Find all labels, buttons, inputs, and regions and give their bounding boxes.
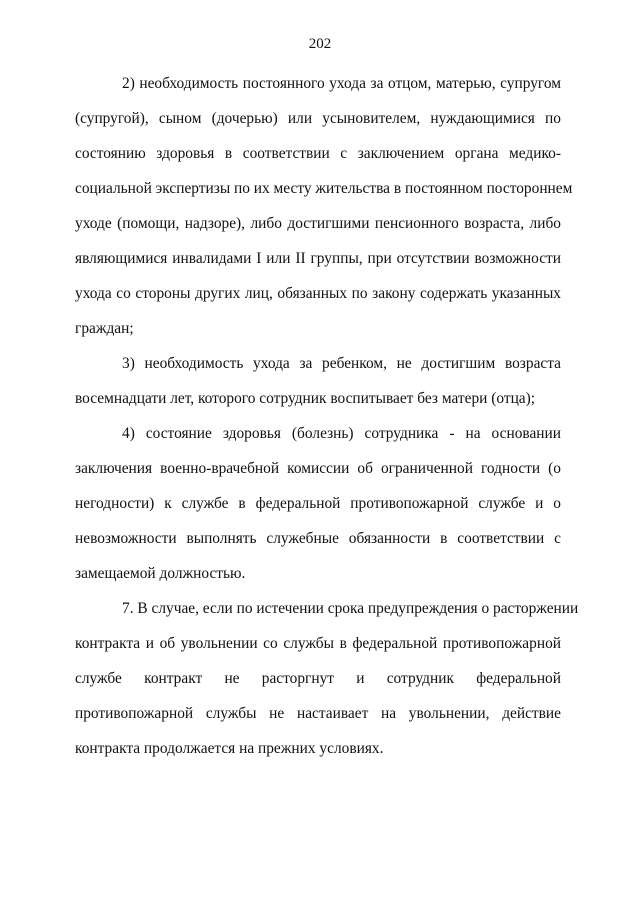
page-number: 202 xyxy=(308,36,332,52)
text-line: негодности) к службе в федеральной противопожарной службе и о xyxy=(75,495,561,512)
text-line: противопожарной службы не настаивает на увольнении, действие xyxy=(75,705,561,722)
text-line: ухода со стороны других лиц, обязанных по закону содержать указанных xyxy=(75,285,561,302)
document-body xyxy=(75,66,579,766)
text-line: восемнадцати лет, которого сотрудник воспитывает без матери (отца); xyxy=(75,390,536,407)
text-line: 4) состояние здоровья (болезнь) сотрудника - на основании xyxy=(122,425,561,442)
text-line: замещаемой должностью. xyxy=(75,565,246,582)
text-line: заключения военно-врачебной комиссии об ограниченной годности (о xyxy=(75,460,561,477)
text-line: состоянию здоровья в соответствии с заключением органа медико- xyxy=(75,145,561,162)
text-line: службе контракт не расторгнут и сотрудник федеральной xyxy=(75,670,561,687)
text-line: 3) необходимость ухода за ребенком, не достигшим возраста xyxy=(122,355,561,372)
paragraph-item-4 xyxy=(75,416,561,591)
paragraph-section-7 xyxy=(75,591,579,766)
text-line: 2) необходимость постоянного ухода за отцом, матерью, супругом xyxy=(122,75,561,92)
text-line: уходе (помощи, надзоре), либо достигшими пенсионного возраста, либо xyxy=(75,215,561,232)
text-line: являющимися инвалидами I или II группы, при отсутствии возможности xyxy=(75,250,561,267)
text-line: контракта и об увольнении со службы в федеральной противопожарной xyxy=(75,635,561,652)
text-line: контракта продолжается на прежних условиях. xyxy=(75,740,384,757)
text-line: граждан; xyxy=(75,320,134,337)
paragraph-item-2 xyxy=(75,66,573,346)
text-line: 7. В случае, если по истечении срока предупреждения о расторжении xyxy=(122,600,579,617)
text-line: невозможности выполнять служебные обязанности в соответствии с xyxy=(75,530,561,547)
text-line: (супругой), сыном (дочерью) или усыновителем, нуждающимися по xyxy=(75,110,561,127)
paragraph-item-3 xyxy=(75,346,561,416)
text-line: социальной экспертизы по их месту жительства в постоянном постороннем xyxy=(75,180,573,197)
